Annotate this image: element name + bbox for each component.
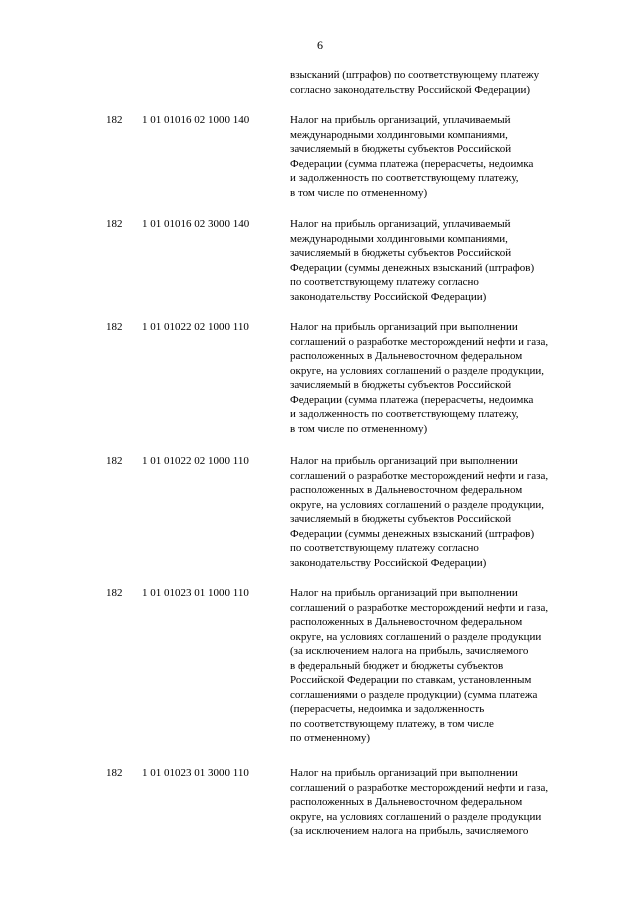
description-line: Российской Федерации по ставкам, установленным	[290, 674, 532, 686]
description-line: расположенных в Дальневосточном федеральном	[290, 796, 523, 808]
entry-description	[290, 454, 610, 570]
description-line: и задолженность по соответствующему платежу,	[290, 408, 519, 420]
description-line: соглашений о разработке месторождений нефти и газа,	[290, 601, 549, 614]
description-line: Федерации (суммы денежных взысканий (штрафов)	[290, 527, 535, 540]
description-line: Налог на прибыль организаций при выполнении	[290, 321, 518, 333]
description-line: зачисляемый в бюджеты субъектов Российской	[290, 379, 512, 391]
description-line: соглашений о разработке месторождений нефти и газа,	[290, 335, 549, 348]
description-line: зачисляемый в бюджеты субъектов Российской	[290, 513, 512, 525]
description-line: по отмененному)	[290, 732, 371, 744]
description-line: (за исключением налога на прибыль, зачисляемого	[290, 825, 529, 837]
description-line: Налог на прибыль организаций при выполнении	[290, 767, 518, 779]
description-line: законодательству Российской Федерации)	[290, 290, 487, 303]
budget-classification-code: 1 01 01016 02 3000 140	[142, 218, 250, 230]
description-line: соглашений о разработке месторождений нефти и газа,	[290, 469, 549, 482]
description-line: международными холдинговыми компаниями,	[290, 232, 508, 245]
admin-code: 182	[106, 587, 123, 599]
description-line: Федерации (сумма платежа (перерасчеты, недоимка	[290, 157, 534, 170]
description-line: расположенных в Дальневосточном федеральном	[290, 350, 523, 362]
page-number: 6	[317, 38, 323, 52]
description-line: в федеральный бюджет и бюджеты субъектов	[290, 659, 504, 672]
budget-classification-code: 1 01 01022 02 1000 110	[142, 321, 249, 333]
description-line: в том числе по отмененному)	[290, 422, 428, 435]
description-line: расположенных в Дальневосточном федеральном	[290, 616, 523, 628]
admin-code: 182	[106, 218, 123, 230]
description-line: по соответствующему платежу согласно	[290, 542, 479, 554]
description-line: Федерации (сумма платежа (перерасчеты, недоимка	[290, 393, 534, 406]
description-line: международными холдинговыми компаниями,	[290, 128, 508, 141]
description-line: по соответствующему платежу, в том числе	[290, 717, 494, 730]
description-line: Налог на прибыль организаций при выполнении	[290, 587, 518, 599]
description-line: Налог на прибыль организаций, уплачиваемый	[290, 114, 511, 126]
description-line: зачисляемый в бюджеты субъектов Российской	[290, 247, 512, 259]
description-line: Налог на прибыль организаций, уплачиваемый	[290, 218, 511, 230]
admin-code: 182	[106, 114, 123, 126]
description-line: (перерасчеты, недоимка и задолженность	[290, 703, 485, 715]
description-line: соглашений о разработке месторождений нефти и газа,	[290, 781, 549, 794]
description-line: округе, на условиях соглашений о разделе продукции	[290, 810, 542, 823]
description-line: и задолженность по соответствующему платежу,	[290, 172, 519, 184]
admin-code: 182	[106, 455, 123, 467]
description-line: Федерации (суммы денежных взысканий (штрафов)	[290, 261, 535, 274]
description-line: законодательству Российской Федерации)	[290, 556, 487, 569]
entry-description	[290, 586, 610, 746]
entry-description	[290, 766, 610, 839]
budget-classification-code: 1 01 01023 01 3000 110	[142, 767, 249, 779]
description-line: округе, на условиях соглашений о разделе продукции,	[290, 364, 544, 377]
continuation-text	[290, 68, 610, 97]
admin-code: 182	[106, 321, 123, 333]
budget-classification-code: 1 01 01022 02 1000 110	[142, 455, 249, 467]
budget-classification-code: 1 01 01023 01 1000 110	[142, 587, 249, 599]
description-line: округе, на условиях соглашений о разделе продукции	[290, 630, 542, 643]
entry-description	[290, 320, 610, 436]
continuation-line: согласно законодательству Российской Федерации)	[290, 83, 531, 96]
description-line: расположенных в Дальневосточном федеральном	[290, 484, 523, 496]
description-line: (за исключением налога на прибыль, зачисляемого	[290, 645, 529, 657]
admin-code: 182	[106, 767, 123, 779]
description-line: Налог на прибыль организаций при выполнении	[290, 455, 518, 467]
description-line: округе, на условиях соглашений о разделе продукции,	[290, 498, 544, 511]
continuation-line: взысканий (штрафов) по соответствующему платежу	[290, 69, 540, 81]
description-line: по соответствующему платежу согласно	[290, 276, 479, 288]
entry-description	[290, 217, 610, 304]
description-line: зачисляемый в бюджеты субъектов Российской	[290, 143, 512, 155]
description-line: в том числе по отмененному)	[290, 186, 428, 199]
description-line: соглашениями о разделе продукции) (сумма платежа	[290, 688, 538, 701]
entry-description	[290, 113, 610, 200]
budget-classification-code: 1 01 01016 02 1000 140	[142, 114, 250, 126]
